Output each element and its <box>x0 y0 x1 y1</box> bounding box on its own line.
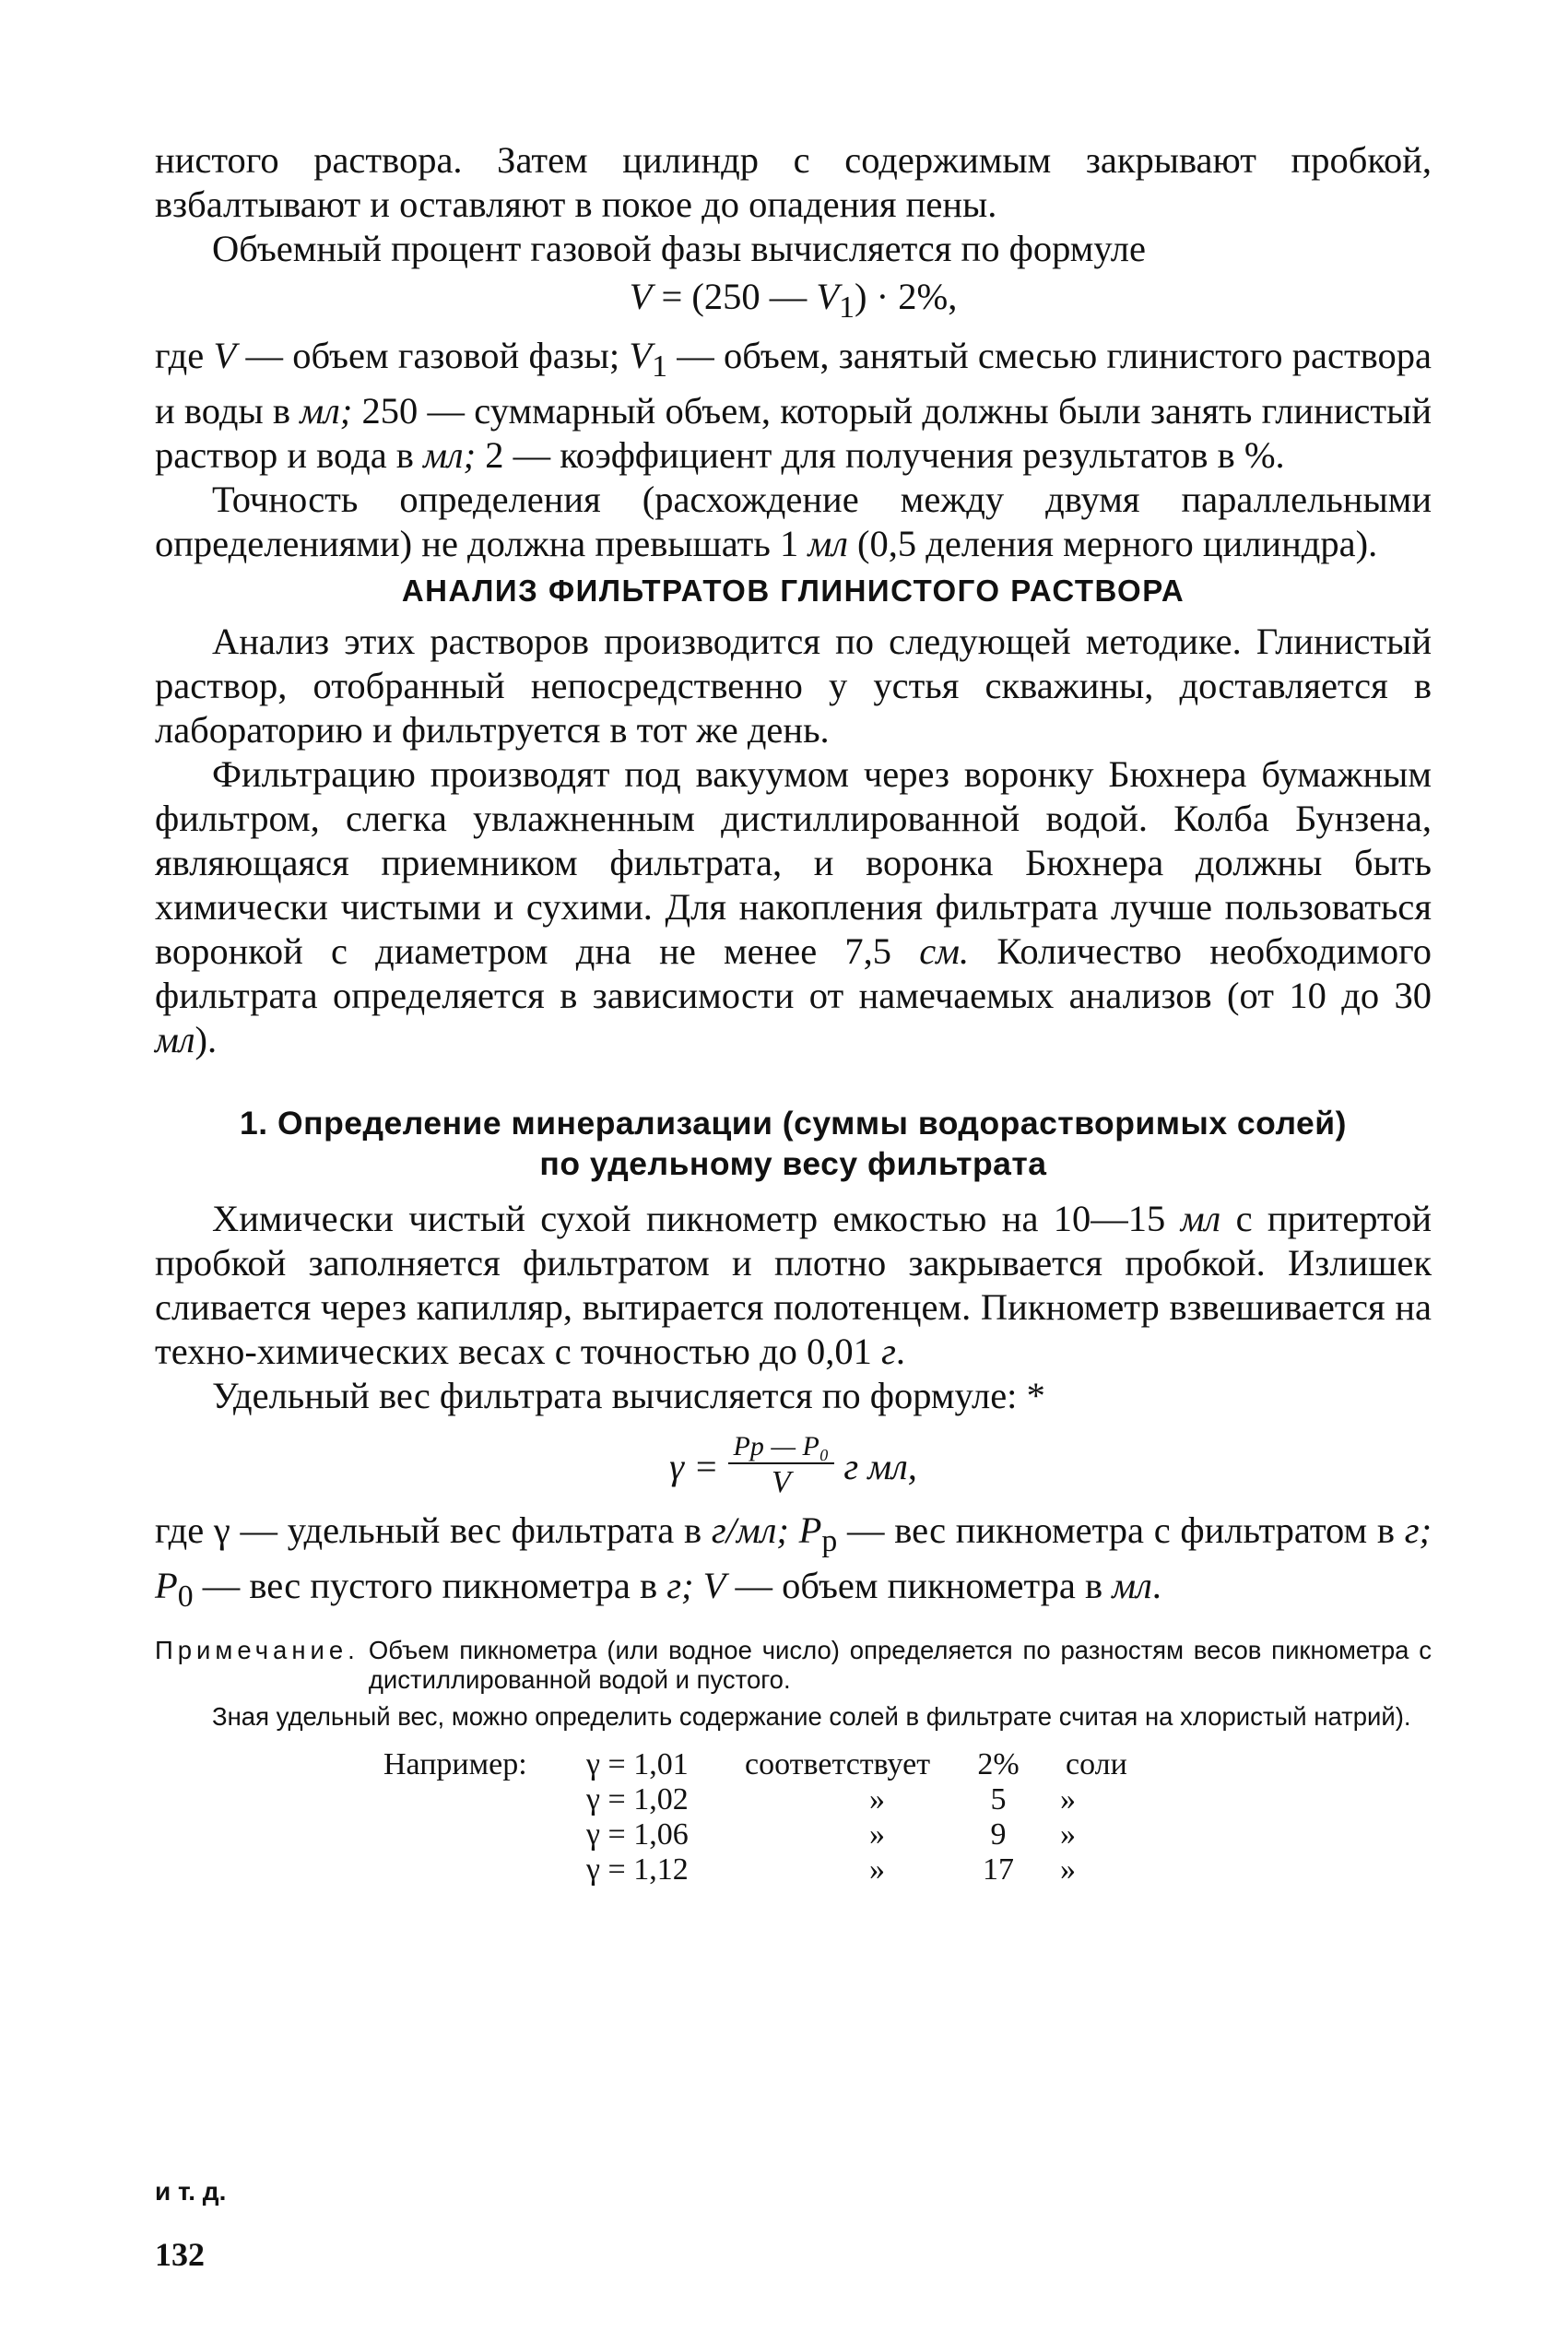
text-run: — объем, занятый смесью глинистого раствора и воды в <box>155 335 1432 432</box>
formula-gas-volume <box>155 271 1432 334</box>
text-run: где γ — удельный вес фильтрата в <box>155 1509 712 1552</box>
paragraph-formula-legend <box>155 334 1432 478</box>
text-run: . <box>1151 1565 1161 1607</box>
paragraph-density-legend <box>155 1509 1432 1619</box>
example-row <box>155 1818 1432 1852</box>
paragraph-salt-content: Зная удельный вес, можно определить содержание солей в фильтрате считая на хлористый натрий). <box>212 1702 1411 1732</box>
heading-line-2: по удельному весу фильтрата <box>539 1145 1047 1183</box>
text-run: — вес пустого пикнометра в <box>193 1565 667 1607</box>
var-p0-sub: 0 <box>177 1580 194 1615</box>
formula-var-v: V <box>629 276 653 317</box>
example-word: соответствует <box>745 1747 931 1782</box>
unit-g-per-ml: г/мл; <box>711 1509 789 1552</box>
examples-table <box>155 1748 1432 1890</box>
paragraph-filtration <box>155 752 1432 1062</box>
text-run: — объем пикнометра в <box>725 1565 1113 1607</box>
text-run <box>694 1565 703 1606</box>
heading-line-1: 1. Определение минерализации (суммы водорастворимых солей) <box>240 1105 1347 1142</box>
paragraph-method: Анализ этих растворов производится по следующей методике. Глинистый раствор, отобранный непосредственно у устья скважины, доставляется в лабораторию и фильтруется в тот же день. <box>155 621 1432 751</box>
etc-text: и т. д. <box>155 2177 227 2206</box>
var-p0: P <box>155 1565 178 1607</box>
unit-g: г <box>881 1331 896 1373</box>
var-v1-sub: 1 <box>652 349 668 385</box>
paragraph-pycnometer <box>155 1197 1432 1374</box>
formula-lhs: γ = <box>669 1445 719 1487</box>
example-pct: 17 <box>983 1852 1014 1887</box>
text-run: — объем газовой фазы; <box>236 335 630 377</box>
text-run: . <box>895 1331 905 1373</box>
example-gamma: γ = 1,02 <box>586 1782 689 1817</box>
text-run: — вес пикнометра с фильтратом в <box>837 1509 1405 1552</box>
page-number: 132 <box>155 2236 205 2273</box>
text-run: 2 — коэффициент для получения результатов в %. <box>476 434 1285 477</box>
text-run: с притертой пробкой заполняется фильтратом и плотно закрывается пробкой. Излишек сливается через капилляр, вытирается полотенцем. Пикнометр взвешивается на техно-химических весах с точностью до 0,01 <box>155 1198 1432 1373</box>
unit-ml: мл <box>808 523 848 565</box>
text-run: Количество необходимого фильтрата определяется в зависимости от намечаемых анализов (от 10 до 30 <box>155 930 1432 1017</box>
note-block <box>155 1636 1432 1695</box>
note-text: Объем пикнометра (или водное число) определяется по разностям весов пикнометра с дистиллированной водой и пустого. <box>368 1636 1432 1695</box>
section-heading-mineralization <box>155 1103 1432 1184</box>
text-run: ). <box>195 1019 218 1061</box>
unit-g: г; <box>1404 1509 1432 1552</box>
formula-part-a: = (250 — <box>652 276 817 317</box>
paragraph-density-intro: Удельный вес фильтрата вычисляется по формуле: * <box>212 1375 1045 1417</box>
ditto-mark: » <box>1060 1817 1076 1852</box>
example-pct: 5 <box>990 1782 1007 1817</box>
fraction-numerator: Pр — P₀ <box>728 1431 835 1464</box>
formula-density <box>155 1431 1432 1501</box>
ditto-mark: » <box>1060 1782 1076 1817</box>
example-gamma: γ = 1,01 <box>586 1747 689 1782</box>
ditto-mark: » <box>869 1852 885 1887</box>
example-pct: 9 <box>990 1817 1007 1852</box>
unit-cm: см. <box>919 930 970 973</box>
formula-var-v1: V <box>816 276 840 317</box>
text-run: 250 — суммарный объем, который должны были занять глинистый раствор и вода в <box>155 390 1432 477</box>
page-body <box>155 138 1432 1890</box>
unit-ml: мл; <box>300 390 353 432</box>
ditto-mark: » <box>869 1782 885 1817</box>
text-run: (0,5 деления мерного цилиндра). <box>847 523 1378 565</box>
var-v1: V <box>629 335 653 377</box>
formula-part-b: ) · 2%, <box>855 276 958 317</box>
unit-ml: мл <box>1112 1565 1152 1607</box>
var-pp: P <box>798 1509 822 1552</box>
example-gamma: γ = 1,06 <box>586 1817 689 1852</box>
paragraph-accuracy <box>155 478 1432 566</box>
paragraph-continuation: нистого раствора. Затем цилиндр с содержимым закрывают пробкой, взбалтывают и оставляют в покое до опадения пены. <box>155 139 1432 225</box>
var-pp-sub: р <box>821 1524 838 1559</box>
var-v: V <box>702 1565 726 1607</box>
unit-ml: мл <box>1180 1198 1221 1240</box>
unit-ml: мл <box>155 1019 195 1061</box>
ditto-mark: » <box>1060 1852 1076 1887</box>
text-run: Химически чистый сухой пикнометр емкостью на 10—15 <box>212 1198 1181 1240</box>
text-run: где <box>155 335 214 377</box>
unit-ml: мл; <box>423 434 477 477</box>
example-pct: 2% <box>977 1747 1020 1782</box>
section-heading-filtrate-analysis: АНАЛИЗ ФИЛЬТРАТОВ ГЛИНИСТОГО РАСТВОРА <box>401 574 1185 609</box>
example-row <box>155 1748 1432 1781</box>
ditto-mark: » <box>869 1817 885 1852</box>
formula-unit: г мл, <box>843 1445 917 1487</box>
example-row <box>155 1853 1432 1887</box>
var-v: V <box>213 335 237 377</box>
text-run <box>789 1509 799 1551</box>
fraction <box>728 1431 835 1501</box>
text-run: Точность определения (расхождение между двумя параллельными определениями) не должна превышать 1 <box>155 479 1432 565</box>
example-row <box>155 1783 1432 1816</box>
paragraph-formula-intro: Объемный процент газовой фазы вычисляется по формуле <box>212 228 1146 269</box>
example-gamma: γ = 1,12 <box>586 1852 689 1887</box>
note-label: Примечание. <box>155 1636 360 1665</box>
example-lead: Например: <box>383 1747 527 1782</box>
text-run: Фильтрацию производят под вакуумом через воронку Бюхнера бумажным фильтром, слегка увлажненным дистиллированной водой. Колба Бунзена, являющаяся приемником фильтрата, и воронка Бюхнера должны быть химически чистыми и сухими. Для накопления фильтрата лучше пользоваться воронкой с диаметром дна не менее 7,5 <box>155 753 1432 973</box>
example-tail: соли <box>1066 1747 1127 1782</box>
unit-g: г; <box>666 1565 694 1607</box>
fraction-denominator: V <box>772 1465 791 1500</box>
formula-var-v1-sub: 1 <box>839 290 855 325</box>
